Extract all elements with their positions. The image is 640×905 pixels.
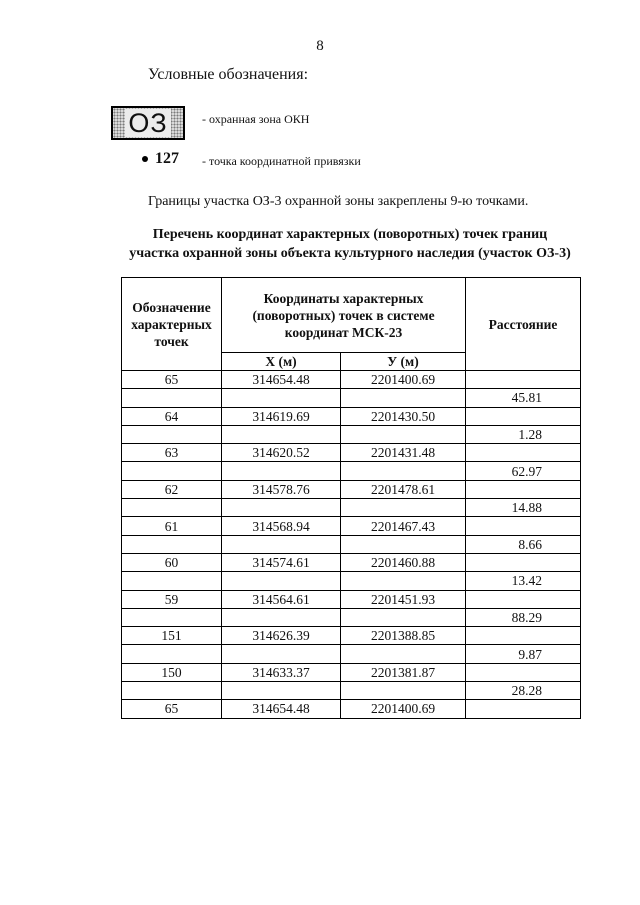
header-point-designation: Обозначение характерных точек [122,278,222,371]
empty-cell [122,462,222,480]
y-coordinate-cell: 2201431.48 [341,444,466,462]
distance-cell: 28.28 [466,682,581,700]
distance-cell: 14.88 [466,499,581,517]
table-row [122,480,581,498]
distance-cell: 62.97 [466,462,581,480]
table-row [122,627,581,645]
boundary-points-note: Границы участка ОЗ-3 охранной зоны закреплены 9-ю точками. [148,194,529,209]
empty-cell [222,572,341,590]
empty-cell [341,645,466,663]
table-title-line-1: Перечень координат характерных (поворотных) точек границ [152,227,548,242]
x-coordinate-cell: 314578.76 [222,480,341,498]
empty-cell [341,425,466,443]
empty-cell [222,645,341,663]
point-id-cell: 63 [122,444,222,462]
x-coordinate-cell: 314574.61 [222,553,341,571]
empty-cell [222,425,341,443]
reference-point-description: - точка координатной привязки [202,154,361,168]
distance-row [122,682,581,700]
distance-empty-cell [466,627,581,645]
distance-cell: 88.29 [466,608,581,626]
header-coordinates: Координаты характерных (поворотных) точек в системе координат МСК-23 [222,278,466,353]
empty-cell [341,682,466,700]
distance-row [122,389,581,407]
coordinates-table-body [122,371,581,719]
empty-cell [222,535,341,553]
x-coordinate-cell: 314633.37 [222,663,341,681]
distance-empty-cell [466,480,581,498]
distance-cell: 1.28 [466,425,581,443]
empty-cell [122,608,222,626]
distance-cell: 45.81 [466,389,581,407]
table-title-line-2: участка охранной зоны объекта культурного наследия (участок ОЗ-3) [129,246,571,261]
page-number: 8 [316,38,324,54]
empty-cell [341,572,466,590]
distance-cell: 9.87 [466,645,581,663]
header-distance: Расстояние [466,278,581,371]
distance-empty-cell [466,407,581,425]
table-row [122,444,581,462]
point-id-cell: 151 [122,627,222,645]
point-id-cell: 64 [122,407,222,425]
y-coordinate-cell: 2201388.85 [341,627,466,645]
point-id-cell: 65 [122,700,222,718]
empty-cell [122,645,222,663]
protection-zone-symbol-label: ОЗ [125,109,170,137]
x-coordinate-cell: 314654.48 [222,371,341,389]
empty-cell [122,572,222,590]
distance-empty-cell [466,517,581,535]
x-coordinate-cell: 314619.69 [222,407,341,425]
table-row [122,590,581,608]
y-coordinate-cell: 2201451.93 [341,590,466,608]
table-title [100,225,600,263]
y-coordinate-cell: 2201381.87 [341,663,466,681]
empty-cell [122,682,222,700]
coordinates-table [121,277,581,719]
empty-cell [341,499,466,517]
point-id-cell: 62 [122,480,222,498]
y-coordinate-cell: 2201430.50 [341,407,466,425]
y-coordinate-cell: 2201400.69 [341,700,466,718]
table-row [122,553,581,571]
table-row [122,371,581,389]
reference-point-legend-symbol [142,150,179,168]
protection-zone-description: - охранная зона ОКН [202,112,310,126]
table-row [122,663,581,681]
table-row [122,407,581,425]
reference-point-symbol-label: 127 [155,150,179,167]
distance-row [122,462,581,480]
empty-cell [222,608,341,626]
distance-row [122,572,581,590]
protection-zone-legend-symbol [111,106,185,140]
y-coordinate-cell: 2201478.61 [341,480,466,498]
distance-empty-cell [466,663,581,681]
x-coordinate-cell: 314568.94 [222,517,341,535]
empty-cell [341,608,466,626]
distance-empty-cell [466,590,581,608]
point-id-cell: 61 [122,517,222,535]
empty-cell [122,499,222,517]
empty-cell [341,389,466,407]
distance-empty-cell [466,553,581,571]
empty-cell [222,462,341,480]
y-coordinate-cell: 2201400.69 [341,371,466,389]
header-x: Х (м) [222,353,341,371]
empty-cell [122,389,222,407]
point-id-cell: 59 [122,590,222,608]
point-id-cell: 60 [122,553,222,571]
empty-cell [222,389,341,407]
empty-cell [341,462,466,480]
distance-row [122,535,581,553]
legend-heading: Условные обозначения: [148,66,309,83]
distance-row [122,608,581,626]
x-coordinate-cell: 314620.52 [222,444,341,462]
distance-empty-cell [466,444,581,462]
point-id-cell: 65 [122,371,222,389]
x-coordinate-cell: 314626.39 [222,627,341,645]
table-row [122,517,581,535]
empty-cell [341,535,466,553]
point-dot-icon [142,156,148,162]
distance-cell: 13.42 [466,572,581,590]
distance-cell: 8.66 [466,535,581,553]
empty-cell [222,682,341,700]
empty-cell [122,425,222,443]
table-row [122,700,581,718]
y-coordinate-cell: 2201460.88 [341,553,466,571]
distance-empty-cell [466,371,581,389]
distance-empty-cell [466,700,581,718]
header-y: У (м) [341,353,466,371]
y-coordinate-cell: 2201467.43 [341,517,466,535]
distance-row [122,645,581,663]
distance-row [122,499,581,517]
empty-cell [222,499,341,517]
empty-cell [122,535,222,553]
x-coordinate-cell: 314654.48 [222,700,341,718]
point-id-cell: 150 [122,663,222,681]
distance-row [122,425,581,443]
x-coordinate-cell: 314564.61 [222,590,341,608]
